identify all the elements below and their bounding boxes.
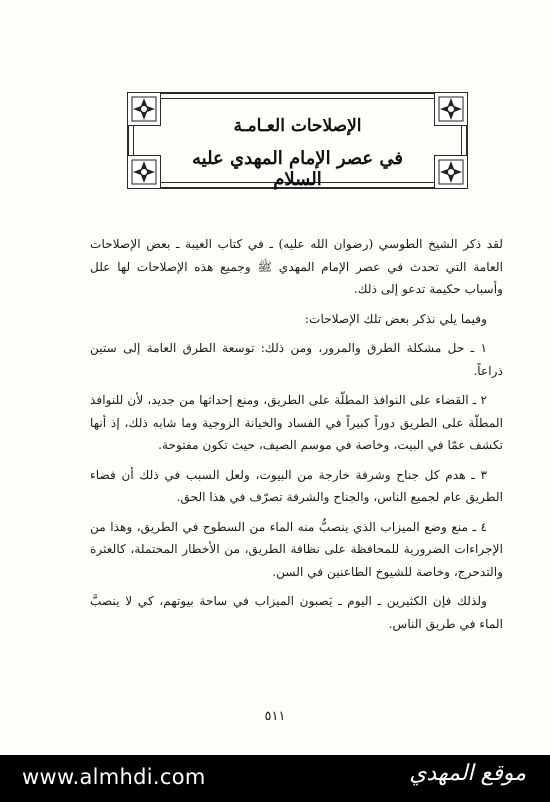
paragraph-intro: لقد ذكر الشيخ الطوسي (رضوان الله عليه) ـ في كتاب الغيبة ـ بعض الإصلاحات العامة التي تحدث في عصر الإمام المهدي ﷺ وجميع هذه الإصلاحات لها علل وأسباب حكيمة تدعو إلى ذلك.	[90, 237, 503, 296]
paragraph-conclusion: ولذلك فإن الكثيرين ـ اليوم ـ يَصبون الميزاب في ساحة بيوتهم، كي لا ينصبَّ الماء في طريق الناس.	[90, 594, 503, 631]
paragraph-item-3: ٣ ـ هدم كل جناح وشرفة خارجة من البيوت، ولعل السبب في ذلك أن فضاء الطريق عام لجميع الناس، والجناح والشرفة تصرّف في هذا الحق.	[90, 467, 503, 504]
footer-url-link[interactable]: www.almhdi.com	[22, 765, 206, 789]
footer-bar	[0, 755, 550, 802]
chapter-title-line-2: في عصر الإمام المهدي عليه السلام	[192, 148, 403, 190]
page-number: ٥١١	[264, 709, 286, 724]
ornament-corner-icon	[127, 92, 161, 126]
site-logo: موقع المهدي	[409, 761, 526, 786]
ornament-corner-icon	[127, 155, 161, 189]
paragraph-item-1: ١ ـ حل مشكلة الطرق والمرور، ومن ذلك: توسعة الطرق العامة إلى ستين ذراعاً.	[90, 341, 503, 378]
ornament-corner-icon	[434, 155, 468, 189]
paragraph-item-4: ٤ ـ منع وضع الميزاب الذي ينصبُّ منه الماء من السطوح في الطريق، وهذا من الإجراءات الضرورية للمحافظة على نظافة الطريق، من الأخطار المحتملة، كالعثرة والتدحرج، وخاصة للشيوخ الطاعنين في السن.	[90, 519, 503, 579]
chapter-title-frame	[127, 92, 468, 189]
ornament-corner-icon	[434, 92, 468, 126]
paragraph-item-2: ٢ ـ القضاء على النوافذ المطلّة على الطريق، ومنع إحداثها من جديد، لأن للنوافذ المطلّة على الطريق دوراً كبيراً في الفساد والخيانة الزوجية وما شابه ذلك، إذ أنها تكشف عمّا في البيت، وخاصة في موسم الصيف، حيث تكون مفتوحة.	[90, 393, 503, 452]
body-text	[90, 233, 503, 635]
paragraph-list-intro: وفيما يلي نذكر بعض تلك الإصلاحات:	[304, 311, 487, 326]
chapter-title-line-1: الإصلاحات العـامـة	[233, 116, 362, 136]
